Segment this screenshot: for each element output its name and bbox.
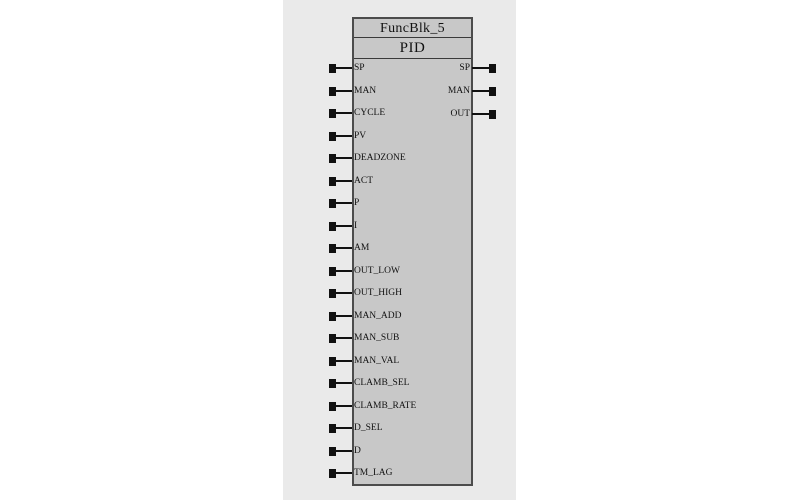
input-pin-label: TM_LAG — [354, 468, 393, 478]
input-pin-label: ACT — [354, 176, 373, 186]
input-pin-label: AM — [354, 243, 370, 253]
input-pin-label: I — [354, 221, 358, 231]
output-pin-label: SP — [459, 63, 470, 73]
input-pin-clamb-rate[interactable] — [329, 400, 416, 412]
input-pin-label: CYCLE — [354, 108, 386, 118]
pin-wire — [336, 135, 352, 137]
input-pin-man-sub[interactable] — [329, 332, 399, 344]
output-pin-man[interactable] — [408, 85, 496, 97]
pin-connector-icon[interactable] — [329, 154, 336, 163]
pin-wire — [336, 450, 352, 452]
pin-connector-icon[interactable] — [329, 244, 336, 253]
input-pin-label: MAN_ADD — [354, 311, 402, 321]
pin-wire — [336, 247, 352, 249]
pin-wire — [336, 112, 352, 114]
input-pin-tm-lag[interactable] — [329, 467, 393, 479]
pin-wire — [336, 337, 352, 339]
pin-connector-icon[interactable] — [329, 267, 336, 276]
input-pin-label: OUT_HIGH — [354, 288, 403, 298]
input-pin-d[interactable] — [329, 445, 361, 457]
pin-wire — [336, 382, 352, 384]
input-pin-clamb-sel[interactable] — [329, 377, 409, 389]
pin-wire — [336, 202, 352, 204]
pin-wire — [336, 270, 352, 272]
pin-wire — [336, 405, 352, 407]
pin-wire — [336, 180, 352, 182]
pin-connector-icon[interactable] — [329, 109, 336, 118]
output-pin-out[interactable] — [408, 108, 496, 120]
block-type-name: PID — [354, 38, 471, 59]
input-pin-am[interactable] — [329, 242, 369, 254]
pin-wire — [336, 67, 352, 69]
pin-wire — [336, 157, 352, 159]
input-pin-out-low[interactable] — [329, 265, 400, 277]
input-pin-label: MAN_SUB — [354, 333, 400, 343]
input-pin-label: PV — [354, 131, 367, 141]
input-pin-label: MAN — [354, 86, 377, 96]
input-pin-man-val[interactable] — [329, 355, 399, 367]
pin-connector-icon[interactable] — [329, 289, 336, 298]
input-pin-out-high[interactable] — [329, 287, 402, 299]
output-pin-sp[interactable] — [408, 62, 496, 74]
input-pin-label: D_SEL — [354, 423, 383, 433]
pin-connector-icon[interactable] — [329, 447, 336, 456]
pin-connector-icon[interactable] — [329, 334, 336, 343]
pin-connector-icon[interactable] — [329, 199, 336, 208]
pin-connector-icon[interactable] — [489, 64, 496, 73]
pin-connector-icon[interactable] — [489, 110, 496, 119]
input-pin-label: CLAMB_SEL — [354, 378, 410, 388]
pin-connector-icon[interactable] — [329, 177, 336, 186]
block-instance-name: FuncBlk_5 — [354, 19, 471, 38]
pin-wire — [336, 90, 352, 92]
pin-wire — [336, 292, 352, 294]
pin-wire — [336, 427, 352, 429]
pin-connector-icon[interactable] — [329, 312, 336, 321]
pin-connector-icon[interactable] — [329, 402, 336, 411]
input-pin-act[interactable] — [329, 175, 373, 187]
input-pin-man-add[interactable] — [329, 310, 402, 322]
input-pin-p[interactable] — [329, 197, 359, 209]
input-pin-label: D — [354, 446, 361, 456]
pin-wire — [336, 360, 352, 362]
input-pin-label: OUT_LOW — [354, 266, 400, 276]
pin-connector-icon[interactable] — [329, 132, 336, 141]
pin-connector-icon[interactable] — [329, 379, 336, 388]
pin-connector-icon[interactable] — [329, 87, 336, 96]
pin-connector-icon[interactable] — [329, 469, 336, 478]
input-pin-cycle[interactable] — [329, 107, 385, 119]
input-pin-label: DEADZONE — [354, 153, 406, 163]
input-pin-label: MAN_VAL — [354, 356, 400, 366]
pin-connector-icon[interactable] — [329, 64, 336, 73]
pin-connector-icon[interactable] — [329, 222, 336, 231]
input-pin-man[interactable] — [329, 85, 376, 97]
input-pin-label: P — [354, 198, 360, 208]
output-pin-label: MAN — [447, 86, 470, 96]
pin-connector-icon[interactable] — [489, 87, 496, 96]
input-pin-label: SP — [354, 63, 365, 73]
pin-wire — [336, 472, 352, 474]
pin-wire — [472, 113, 489, 115]
input-pin-pv[interactable] — [329, 130, 366, 142]
input-pin-deadzone[interactable] — [329, 152, 406, 164]
input-pin-sp[interactable] — [329, 62, 365, 74]
pin-wire — [472, 90, 489, 92]
pin-wire — [336, 315, 352, 317]
pin-connector-icon[interactable] — [329, 357, 336, 366]
pin-wire — [472, 67, 489, 69]
output-pin-label: OUT — [450, 109, 470, 119]
pin-connector-icon[interactable] — [329, 424, 336, 433]
input-pin-d-sel[interactable] — [329, 422, 383, 434]
input-pin-i[interactable] — [329, 220, 357, 232]
pin-wire — [336, 225, 352, 227]
input-pin-label: CLAMB_RATE — [354, 401, 417, 411]
